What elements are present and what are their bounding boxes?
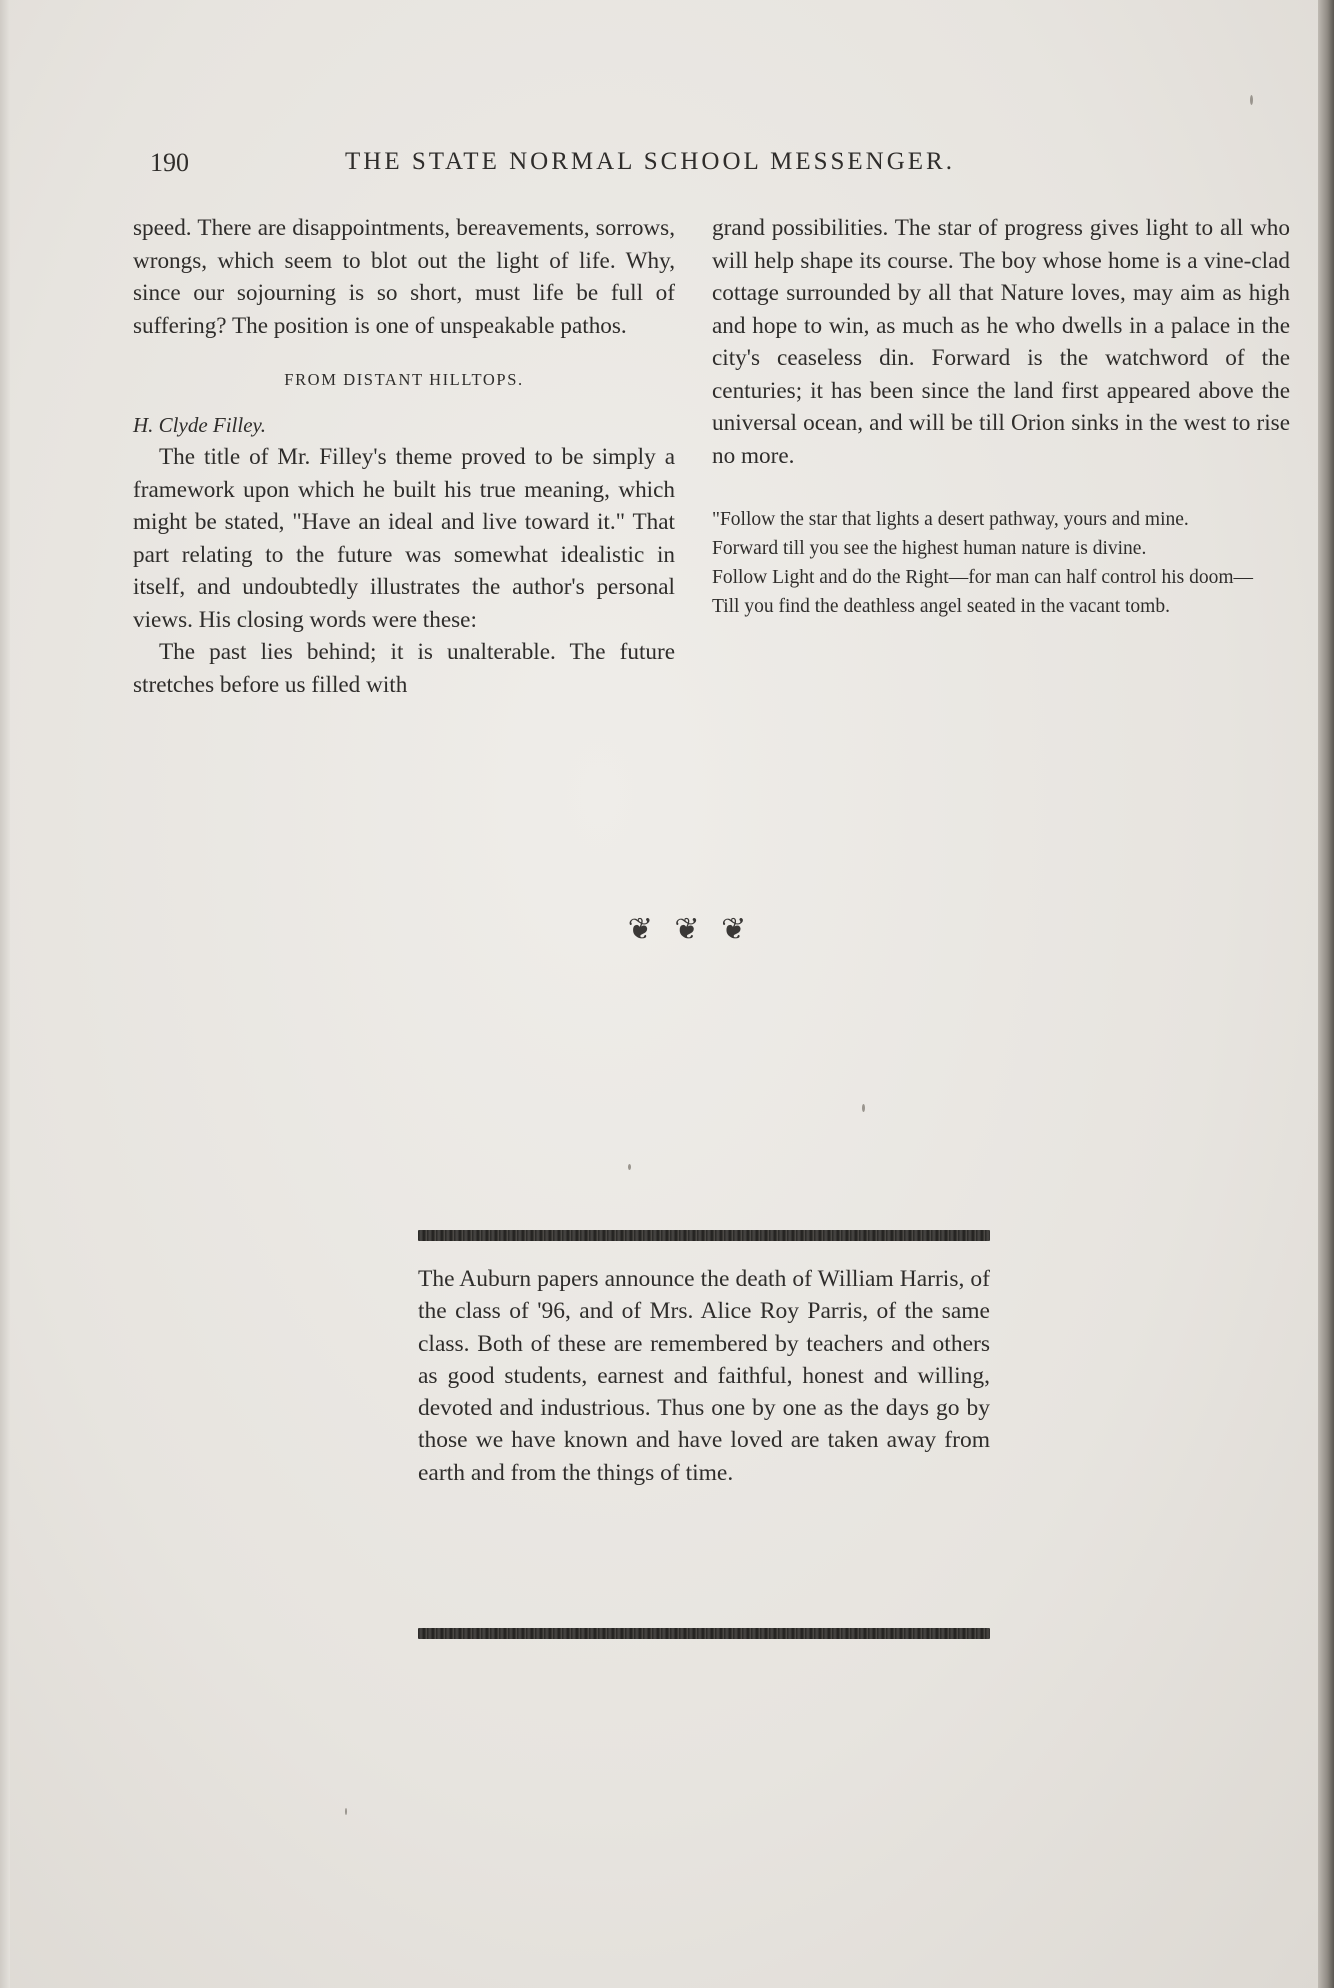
paper-speck — [628, 1164, 631, 1170]
poem-line: Follow Light and do the Right—for man can half control his doom— — [712, 567, 1254, 588]
notice-bottom-rule — [418, 1628, 990, 1639]
page-number: 190 — [150, 148, 189, 177]
poem-quote — [712, 506, 1290, 620]
left-paragraph-3: The past lies behind; it is unalterable. The future stretches before us filled with — [133, 639, 675, 698]
paper-speck — [1250, 95, 1253, 105]
death-notice — [418, 1263, 990, 1489]
paper-speck — [345, 1808, 347, 1815]
section-subheading: FROM DISTANT HILLTOPS. — [284, 370, 524, 389]
right-paragraph-1: grand possibilities. The star of progress gives light to all who will help shape its course. The boy whose home is a vine-clad cottage surrounded by all that Nature loves, may aim as high and hope to win, as much as he who dwells in a palace in the city's ceaseless din. Forward is the watchword of the centuries; it has been since the land first appeared above the universal ocean, and will be till Orion sinks in the west to rise no more. — [712, 215, 1290, 469]
page-header — [150, 148, 1070, 188]
poem-line: Forward till you see the highest human nature is divine. — [712, 538, 1147, 559]
notice-top-rule — [418, 1230, 990, 1241]
section-author: H. Clyde Filley. — [133, 412, 266, 437]
poem-line: "Follow the star that lights a desert pathway, yours and mine. — [712, 509, 1189, 530]
page-right-edge — [1318, 0, 1334, 1988]
right-column — [712, 212, 1290, 622]
paper-speck — [862, 1104, 865, 1112]
page-left-edge — [0, 0, 10, 1988]
left-column — [133, 212, 675, 701]
poem-line: Till you find the deathless angel seated in the vacant tomb. — [712, 596, 1170, 617]
death-notice-text: The Auburn papers announce the death of William Harris, of the class of '96, and of Mrs. Alice Roy Parris, of the same class. Both of these are remembered by teachers and others as good students, earnest and faithful, honest and willing, devoted and industrious. Thus one by one as the days go by those we have known and have loved are taken away from earth and from the things of time. — [418, 1266, 990, 1486]
left-paragraph-1: speed. There are disappointments, bereavements, sorrows, wrongs, which seem to blot out the light of life. Why, since our sojourning is so short, must life be full of suffering? The position is one of unspeakable pathos. — [133, 215, 675, 339]
fleuron-ornament: ❦ ❦ ❦ — [627, 912, 753, 947]
running-title: THE STATE NORMAL SCHOOL MESSENGER. — [345, 148, 955, 175]
left-paragraph-2: The title of Mr. Filley's theme proved to be simply a framework upon which he built his true meaning, which might be stated, "Have an ideal and live toward it." That part relating to the future was somewhat idealistic in itself, and undoubtedly illustrates the author's personal views. His closing words were these: — [133, 444, 675, 633]
